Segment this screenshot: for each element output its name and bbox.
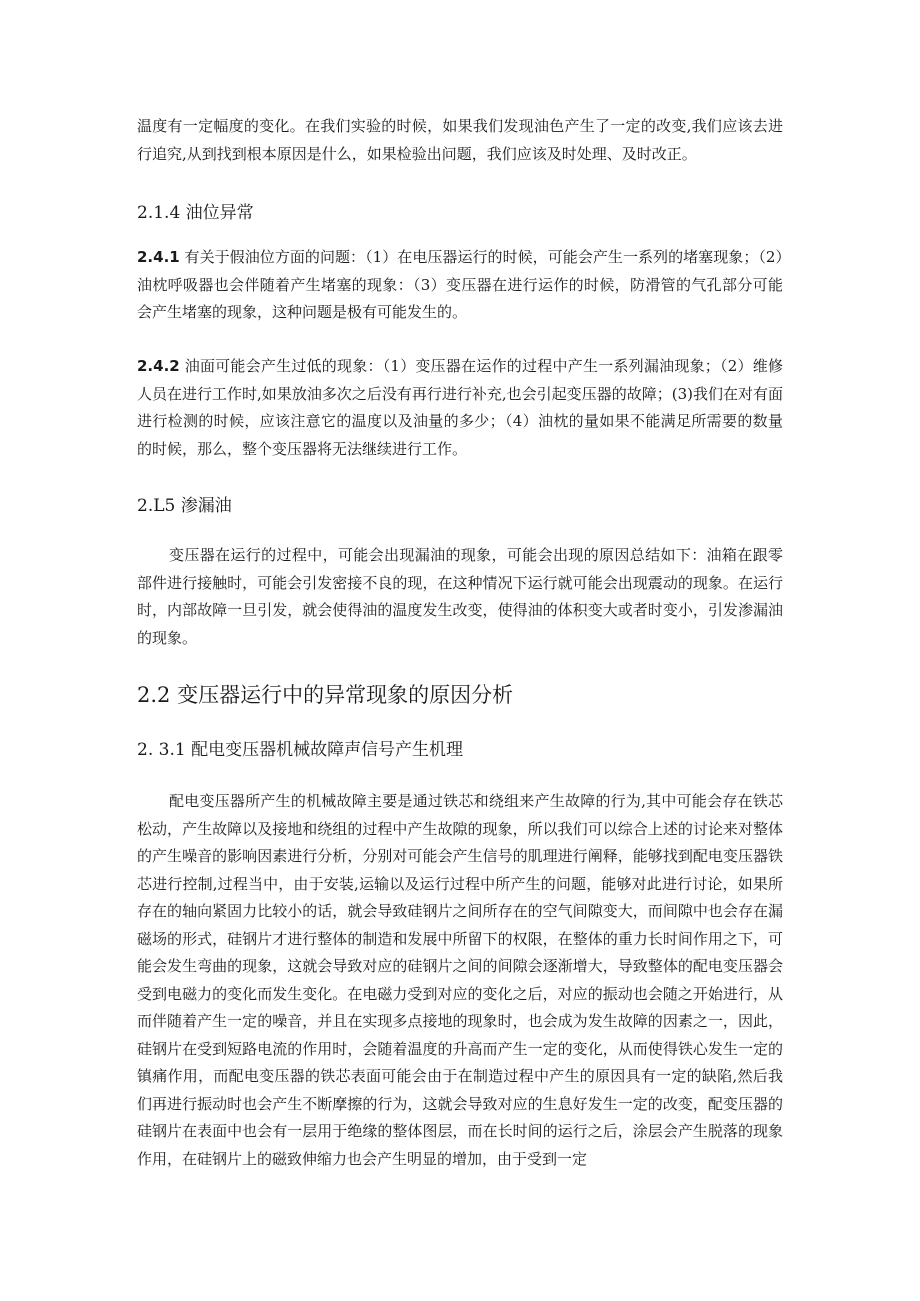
heading-2-2: 2.2 变压器运行中的异常现象的原因分析	[137, 683, 514, 707]
paragraph-2-4-1	[137, 244, 783, 327]
paragraph-leakage: 变压器在运行的过程中，可能会出现漏油的现象，可能会出现的原因总结如下：油箱在跟零部件进行接触时，可能会引发密接不良的现，在这种情况下运行就可能会出现震动的现象。在运行时，内部故障一旦引发，就会使得油的温度发生改变，使得油的体积变大或者时变小，引发渗漏油的现象。	[137, 546, 783, 647]
heading-2-1-5: 2.L5 渗漏油	[137, 496, 232, 516]
paragraph-body-2-4-1: 有关于假油位方面的问题：（1）在电压器运行的时候，可能会产生一系列的堵塞现象；（2）油枕呼吸器也会伴随着产生堵塞的现象：（3）变压器在进行运作的时候，防滑管的气孔部分可能会产生堵塞的现象，这种问题是极有可能发生的。	[137, 248, 783, 321]
heading-2-1-4: 2.1.4 油位异常	[137, 203, 254, 223]
paragraph-lead-2-4-1: 2.4.1	[137, 248, 180, 266]
paragraph-oil-color: 温度有一定幅度的变化。在我们实验的时候，如果我们发现油色产生了一定的改变,我们应该去进行追究,从到找到根本原因是什么，如果检验出问题，我们应该及时处理、及时改正。	[137, 117, 783, 163]
paragraph-mechanism: 配电变压器所产生的机械故障主要是通过铁芯和绕组来产生故障的行为,其中可能会存在铁芯松动，产生故障以及接地和绕组的过程中产生故隙的现象，所以我们可以综合上述的讨论来对整体的产生噪音的影响因素进行分析，分别对可能会产生信号的肌理进行阐释，能够找到配电变压器铁芯进行控制,过程当中，由于安装,运输以及运行过程中所产生的问题，能够对此进行讨论，如果所存在的轴向紧固力比较小的话，就会导致硅钢片之间所存在的空气间隙变大，而间隙中也会存在漏磁场的形式，硅钢片才进行整体的制造和发展中所留下的权限，在整体的重力长时间作用之下，可能会发生弯曲的现象，这就会导致对应的硅钢片之间的间隙会逐渐增大，导致整体的配电变压器会受到电磁力的变化而发生变化。在电磁力受到对应的变化之后，对应的振动也会随之开始进行，从而伴随着产生一定的噪音，并且在实现多点接地的现象时，也会成为发生故障的因素之一，因此，硅钢片在受到短路电流的作用时，会随着温度的升高而产生一定的变化，从而使得铁心发生一定的镇痛作用，而配电变压器的铁芯表面可能会由于在制造过程中产生的原因具有一定的缺陷,然后我们再进行振动时也会产生不断摩擦的行为，这就会导致对应的生息好发生一定的改变，配变压器的硅钢片在表面中也会有一层用于绝缘的整体图层，而在长时间的运行之后，涂层会产生脱落的现象作用，在硅钢片上的磁致伸缩力也会产生明显的增加，由于受到一定	[137, 792, 783, 1168]
heading-2-3-1: 2. 3.1 配电变压器机械故障声信号产生机理	[137, 740, 464, 760]
paragraph-2-4-2	[137, 353, 783, 463]
paragraph-lead-2-4-2: 2.4.2	[137, 357, 180, 375]
paragraph-body-2-4-2: 油面可能会产生过低的现象：（1）变压器在运作的过程中产生一系列漏油现象；（2）维修人员在进行工作时,如果放油多次之后没有再行进行补充,也会引起变压器的故障；(3)我们在对有面进行检测的时候，应该注意它的温度以及油量的多少；（4）油枕的量如果不能满足所需要的数量的时候，那么，整个变压器将无法继续进行工作。	[137, 357, 783, 458]
